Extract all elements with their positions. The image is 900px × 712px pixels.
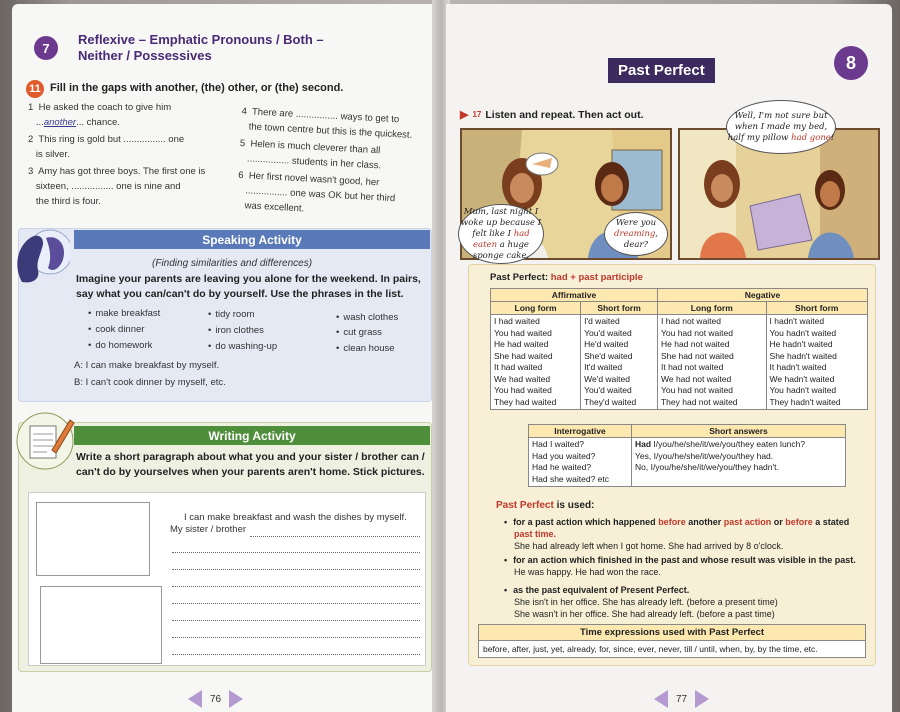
form-entry: They'd waited: [584, 396, 637, 407]
form-entry: I'd waited: [584, 316, 620, 326]
questions-table: Interrogative Short answers Had I waited? Had you waited? Had he waited? Had she waited? etc Had I/you/he/she/it/we/you/they eaten lunch? Yes, I/you/he/she/it/we/you/they had. No, I/you/he/she/it/we/you/they hadn't.: [528, 424, 846, 487]
usage-item-3: • as the past equivalent of Present Perfect. She isn't in her office. She has already left. (before a present time) She wasn't in her office. She had already left. (before a past time): [514, 584, 864, 620]
phrase-item: • clean house: [336, 343, 395, 354]
form-entry: You hadn't waited: [769, 327, 837, 338]
phrase-item: • cut grass: [336, 327, 382, 338]
phrase-item: • wash clothes: [336, 312, 398, 323]
form-entry: They had not waited: [660, 396, 738, 407]
face-silhouette-icon: [12, 218, 70, 288]
writing-activity-banner: Writing Activity: [74, 426, 430, 445]
form-entry: Had he waited?: [532, 462, 592, 472]
exercise-column-2: 4 There are ................ ways to get to the town centre but this is the quickest. 5 Helen is much cleverer than all ................ students in her class. 6 Her first novel wasn't good, her ................ one was OK but her third was excellent.: [237, 105, 413, 215]
unit-8-badge: 8: [834, 46, 868, 80]
form-entry: She hadn't waited: [769, 350, 837, 361]
interrogative-column: [529, 438, 632, 487]
form-entry: I hadn't waited: [769, 316, 825, 326]
page-title: Past Perfect: [608, 58, 715, 83]
form-entry: You had waited: [494, 327, 552, 338]
affirmative-long-column: [491, 315, 581, 410]
form-entry: You had waited: [494, 385, 552, 395]
form-entry: It hadn't waited: [769, 362, 827, 372]
right-page: [446, 4, 892, 712]
writing-blank[interactable]: [250, 524, 420, 537]
form-entry: They hadn't waited: [769, 396, 841, 407]
writing-line-1: I can make breakfast and wash the dishes by myself.: [184, 512, 407, 523]
picture-frame[interactable]: [36, 502, 150, 576]
example-a: A: I can make breakfast by myself.: [74, 360, 220, 371]
speech-bubble-mum: Mum, last night I woke up because I felt like I had eaten a huge sponge cake.: [458, 204, 544, 264]
form-entry: It'd waited: [584, 362, 623, 372]
form-entry: He had not waited: [660, 339, 730, 349]
affirmative-header: Affirmative: [491, 289, 658, 302]
negative-short-column: [766, 315, 867, 410]
usage-item-1: • for a past action which happened before another past action or before a stated past time. She had already left when I got home. She had arrived by 8 o'clock.: [514, 516, 864, 552]
form-entry: She had not waited: [660, 350, 734, 361]
page-number-77: 77: [654, 690, 709, 708]
grammar-heading: Past Perfect: had + past participle: [490, 272, 643, 283]
form-entry: You'd waited: [584, 385, 632, 395]
form-entry: I had waited: [494, 316, 540, 326]
form-entry: It had waited: [494, 362, 543, 372]
form-entry: You had not waited: [660, 327, 733, 338]
short-answers-column: Had I/you/he/she/it/we/you/they eaten lunch? Yes, I/you/he/she/it/we/you/they had. No, I/you/he/she/it/we/you/they hadn't.: [632, 438, 846, 487]
page-marker-icon: [654, 690, 668, 708]
writing-lines[interactable]: [172, 540, 420, 659]
phrase-item: • do washing-up: [208, 341, 277, 352]
audio-speaker-icon[interactable]: ▶: [460, 109, 469, 121]
usage-item-2: • for an action which finished in the past and whose result was visible in the past. He was happy. He had won the race.: [514, 554, 864, 578]
speaking-instruction: Imagine your parents are leaving you alone for the weekend. In pairs, say what you can/can't do by yourself. Use the phrases in the list.: [76, 273, 421, 300]
form-entry: It had not waited: [660, 362, 724, 372]
phrase-item: • cook dinner: [88, 324, 144, 335]
example-b: B: I can't cook dinner by myself, etc.: [74, 377, 226, 388]
form-entry: She'd waited: [584, 350, 633, 361]
speech-bubble-pillow: Well, I'm not sure but when I made my bed, half my pillow had gone!: [726, 100, 836, 154]
form-entry: They had waited: [494, 396, 557, 407]
form-entry: We had not waited: [660, 373, 732, 384]
form-entry: You hadn't waited: [769, 385, 837, 395]
track-number: 17: [472, 110, 482, 119]
speaking-activity-banner: Speaking Activity: [74, 230, 430, 249]
negative-header: Negative: [657, 289, 867, 302]
form-entry: We had waited: [494, 373, 551, 384]
page-number-76: 76: [188, 690, 243, 708]
speech-bubble-dreaming: Were you dreaming, dear?: [604, 212, 668, 256]
form-entry: Had I waited?: [532, 439, 584, 449]
unit-7-badge: 7: [34, 36, 58, 60]
phrase-item: • tidy room: [208, 309, 254, 320]
phrase-item: • make breakfast: [88, 308, 160, 319]
form-entry: Had she waited? etc: [532, 473, 610, 484]
exercise-number-badge: 11: [26, 80, 44, 98]
page-marker-icon: [188, 690, 202, 708]
page-marker-icon: [229, 690, 243, 708]
form-entry: You had not waited: [660, 385, 733, 395]
form-entry: You'd waited: [584, 327, 632, 338]
writing-instruction: Write a short paragraph about what you and your sister / brother can / can't do by yourselves when your parents aren't home. Stick pictures.: [76, 451, 425, 478]
unit-title: Reflexive – Emphatic Pronouns / Both – Neither / Possessives: [78, 32, 324, 63]
form-entry: We hadn't waited: [769, 373, 835, 384]
time-expressions-box: Time expressions used with Past Perfect before, after, just, yet, already, for, since, ever, never, till / until, when, by, by the time, etc.: [478, 624, 866, 658]
form-entry: He hadn't waited: [769, 339, 833, 349]
form-entry: He'd waited: [584, 339, 629, 349]
form-entry: She had waited: [494, 350, 553, 361]
handwritten-answer: another: [43, 117, 77, 128]
usage-heading: Past Perfect is used:: [496, 500, 595, 511]
writing-line-2: My sister / brother: [170, 524, 420, 537]
exercise-column-1: 1 He asked the coach to give him ...another... chance. 2 This ring is gold but ................ one is silver. 3 Amy has got three boys. The first one is sixteen, ................ one is nine and the third is four.: [28, 102, 206, 207]
picture-frame[interactable]: [40, 586, 162, 664]
exercise-instruction: Fill in the gaps with another, (the) other, or (the) second.: [50, 82, 344, 94]
phrase-item: • iron clothes: [208, 325, 264, 336]
form-entry: I had not waited: [660, 316, 721, 326]
negative-long-column: [657, 315, 766, 410]
left-page: [12, 4, 437, 712]
notepad-pencil-icon: [14, 410, 76, 472]
conjugation-table: Affirmative Negative Long form Short form Long form Short form I had waited You had waited He had waited She had waited It had waited We had waited You had waited They had waited I'd waited You'd waited He'd waited She'd waited It'd waited We'd waited You'd waited They'd waited I had not waited You had not waited He had not waited She had not waited It had not waited We had not waited You had not waited They had not waited I hadn't waited You hadn't waited He hadn't waited She hadn't waited It hadn't waited We hadn't waited You hadn't waited They hadn't waited: [490, 288, 868, 410]
form-entry: He had waited: [494, 339, 549, 349]
form-entry: We'd waited: [584, 373, 630, 384]
phrase-item: • do homework: [88, 340, 152, 351]
listen-instruction-row: ▶ 17 Listen and repeat. Then act out.: [460, 108, 644, 121]
form-entry: Had you waited?: [532, 450, 596, 461]
affirmative-short-column: [581, 315, 658, 410]
page-marker-icon: [695, 690, 709, 708]
speaking-subtitle: (Finding similarities and differences): [152, 258, 313, 269]
